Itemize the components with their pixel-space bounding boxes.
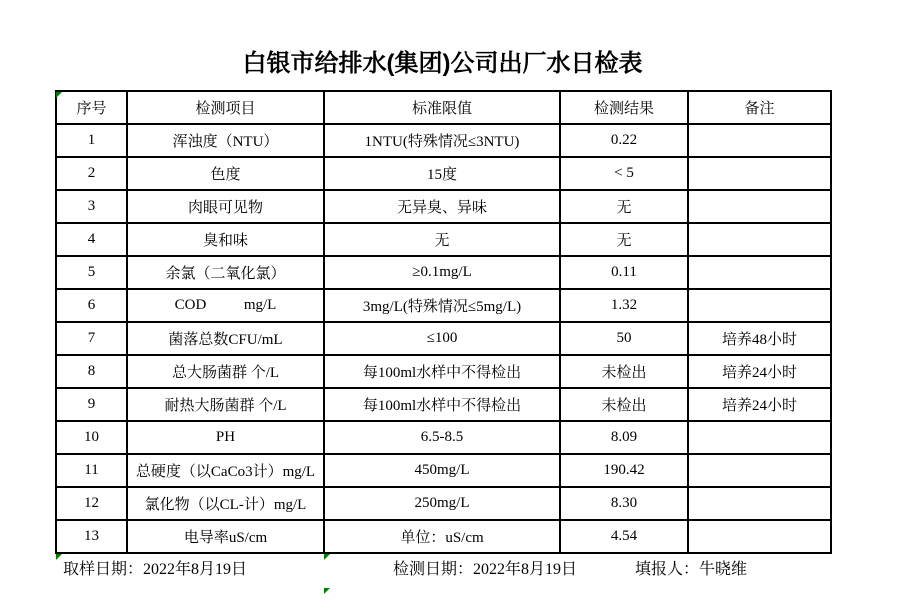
cell-standard: 1NTU(特殊情况≤3NTU) [324, 124, 560, 157]
cell-item: 色度 [127, 157, 324, 190]
cell-standard: 3mg/L(特殊情况≤5mg/L) [324, 289, 560, 322]
cell-no: 6 [56, 289, 127, 322]
cell-result: 无 [560, 190, 688, 223]
cell-standard: ≥0.1mg/L [324, 256, 560, 289]
cell-result: < 5 [560, 157, 688, 190]
table-row [56, 322, 831, 355]
cell-remark: 培养48小时 [688, 322, 831, 355]
cell-standard: 6.5-8.5 [324, 421, 560, 454]
cell-item: PH [127, 421, 324, 454]
cell-error-indicator-icon [56, 92, 62, 98]
cell-no: 8 [56, 355, 127, 388]
cell-no: 3 [56, 190, 127, 223]
cell-item: 电导率uS/cm [127, 520, 324, 553]
cell-standard: 450mg/L [324, 454, 560, 487]
cell-standard: 15度 [324, 157, 560, 190]
cell-result: 未检出 [560, 355, 688, 388]
cell-no: 13 [56, 520, 127, 553]
cell-error-indicator-icon [324, 588, 330, 594]
cell-item: 耐热大肠菌群 个/L [127, 388, 324, 421]
cell-remark [688, 223, 831, 256]
cell-remark [688, 190, 831, 223]
table-row [56, 454, 831, 487]
cell-remark [688, 454, 831, 487]
cell-item: COD mg/L [127, 289, 324, 322]
cell-remark [688, 289, 831, 322]
table-row [56, 421, 831, 454]
header-row [56, 91, 831, 124]
table-row [56, 355, 831, 388]
cell-result: 未检出 [560, 388, 688, 421]
cell-item: 总硬度（以CaCo3计）mg/L [127, 454, 324, 487]
table-row [56, 157, 831, 190]
cell-result: 0.22 [560, 124, 688, 157]
cell-no: 7 [56, 322, 127, 355]
table-row [56, 520, 831, 553]
cell-remark [688, 157, 831, 190]
cell-remark [688, 421, 831, 454]
cell-item: 肉眼可见物 [127, 190, 324, 223]
cell-result: 190.42 [560, 454, 688, 487]
cell-no: 4 [56, 223, 127, 256]
table-row [56, 124, 831, 157]
table-row [56, 289, 831, 322]
cell-item: 总大肠菌群 个/L [127, 355, 324, 388]
cell-result: 4.54 [560, 520, 688, 553]
column-header-standard: 标准限值 [324, 91, 560, 124]
cell-result: 1.32 [560, 289, 688, 322]
column-header-remark: 备注 [688, 91, 831, 124]
cell-result: 8.09 [560, 421, 688, 454]
table-row [56, 256, 831, 289]
cell-no: 1 [56, 124, 127, 157]
cell-remark [688, 256, 831, 289]
cell-standard: 无 [324, 223, 560, 256]
cell-item: 浑浊度（NTU） [127, 124, 324, 157]
cell-item: 臭和味 [127, 223, 324, 256]
column-header-no: 序号 [56, 91, 127, 124]
cell-standard: 每100ml水样中不得检出 [324, 355, 560, 388]
column-header-item: 检测项目 [127, 91, 324, 124]
inspection-table [55, 90, 832, 554]
cell-item: 余氯（二氧化氯） [127, 256, 324, 289]
table-row [56, 388, 831, 421]
table-body [56, 124, 831, 553]
cell-remark: 培养24小时 [688, 355, 831, 388]
cell-no: 12 [56, 487, 127, 520]
cell-error-indicator-icon [56, 554, 62, 560]
cell-standard: 单位：uS/cm [324, 520, 560, 553]
reporter-text: 填报人：牛晓维 [635, 561, 748, 578]
cell-remark [688, 487, 831, 520]
cell-remark [688, 520, 831, 553]
cell-item: 氯化物（以CL-计）mg/L [127, 487, 324, 520]
page-title: 白银市给排水(集团)公司出厂水日检表 [242, 50, 643, 77]
cell-standard: 250mg/L [324, 487, 560, 520]
cell-standard: 无异臭、异味 [324, 190, 560, 223]
cell-result: 8.30 [560, 487, 688, 520]
cell-remark: 培养24小时 [688, 388, 831, 421]
table-row [56, 190, 831, 223]
cell-remark [688, 124, 831, 157]
cell-error-indicator-icon [324, 554, 330, 560]
cell-standard: 每100ml水样中不得检出 [324, 388, 560, 421]
cell-result: 50 [560, 322, 688, 355]
cell-result: 0.11 [560, 256, 688, 289]
table-row [56, 487, 831, 520]
table-row [56, 223, 831, 256]
cell-item: 菌落总数CFU/mL [127, 322, 324, 355]
cell-standard: ≤100 [324, 322, 560, 355]
column-header-result: 检测结果 [560, 91, 688, 124]
cell-no: 2 [56, 157, 127, 190]
sampling-date-text: 取样日期：2022年8月19日 [63, 561, 248, 578]
cell-no: 9 [56, 388, 127, 421]
cell-no: 10 [56, 421, 127, 454]
cell-no: 11 [56, 454, 127, 487]
cell-result: 无 [560, 223, 688, 256]
cell-no: 5 [56, 256, 127, 289]
test-date-text: 检测日期：2022年8月19日 [393, 561, 578, 578]
